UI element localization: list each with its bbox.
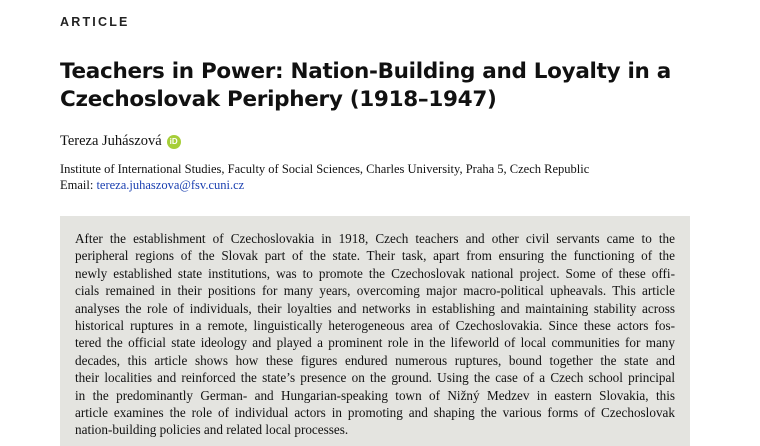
abstract-line: peripheral regions of the Slovak part of the state. Their task, apart from ensuring the functioning of the (75, 248, 675, 264)
abstract-line: decades, this article shows how these figures endured numerous ruptures, bound together the state and (75, 352, 675, 368)
email-link[interactable]: tereza.juhaszova@fsv.cuni.cz (96, 178, 245, 192)
email-label: Email: (60, 178, 94, 192)
orcid-icon[interactable]: iD (167, 135, 181, 149)
article-type-label: ARTICLE (60, 15, 130, 29)
title-line-2: Czechoslovak Periphery (1918–1947) (60, 87, 497, 112)
abstract-line: tered the official state ideology and played a prominent role in the lifeworld of local communities for many (75, 335, 675, 351)
abstract-box (60, 216, 690, 446)
abstract-line: newly established state institutions, was to promote the Czechoslovak national project. Some of these offi- (75, 265, 675, 281)
abstract-line: analyses the role of individuals, their loyalties and networks in establishing and maintaining stability across (75, 300, 675, 316)
author-affiliation: Institute of International Studies, Faculty of Social Sciences, Charles University, Praha 5, Czech Republic (60, 162, 590, 176)
author-row (60, 133, 181, 150)
title-line-1: Teachers in Power: Nation-Building and Loyalty in a (60, 59, 671, 84)
abstract-line: cials remained in their positions for many years, overcoming major macro-political upheavals. This article (75, 283, 675, 299)
author-name[interactable]: Tereza Juhászová (60, 133, 162, 149)
article-title (60, 58, 720, 114)
abstract-line: their localities and reinforced the state’s presence on the ground. Using the case of a Czech school principal (75, 370, 675, 386)
email-line (60, 177, 244, 193)
abstract-text (75, 230, 675, 439)
abstract-line: article examines the role of individual actors in promoting and shaping the various forms of Czechoslovak (75, 405, 675, 421)
abstract-line: in the predominantly German- and Hungarian-speaking town of Nižný Medzev in eastern Slovakia, this (75, 387, 675, 403)
abstract-line: historical ruptures in a remote, linguistically heterogeneous area of Czechoslovakia. Since these actors fos- (75, 318, 675, 334)
abstract-line: After the establishment of Czechoslovakia in 1918, Czech teachers and other civil servants came to the (75, 231, 675, 246)
abstract-line: nation-building policies and related local processes. (75, 422, 349, 438)
